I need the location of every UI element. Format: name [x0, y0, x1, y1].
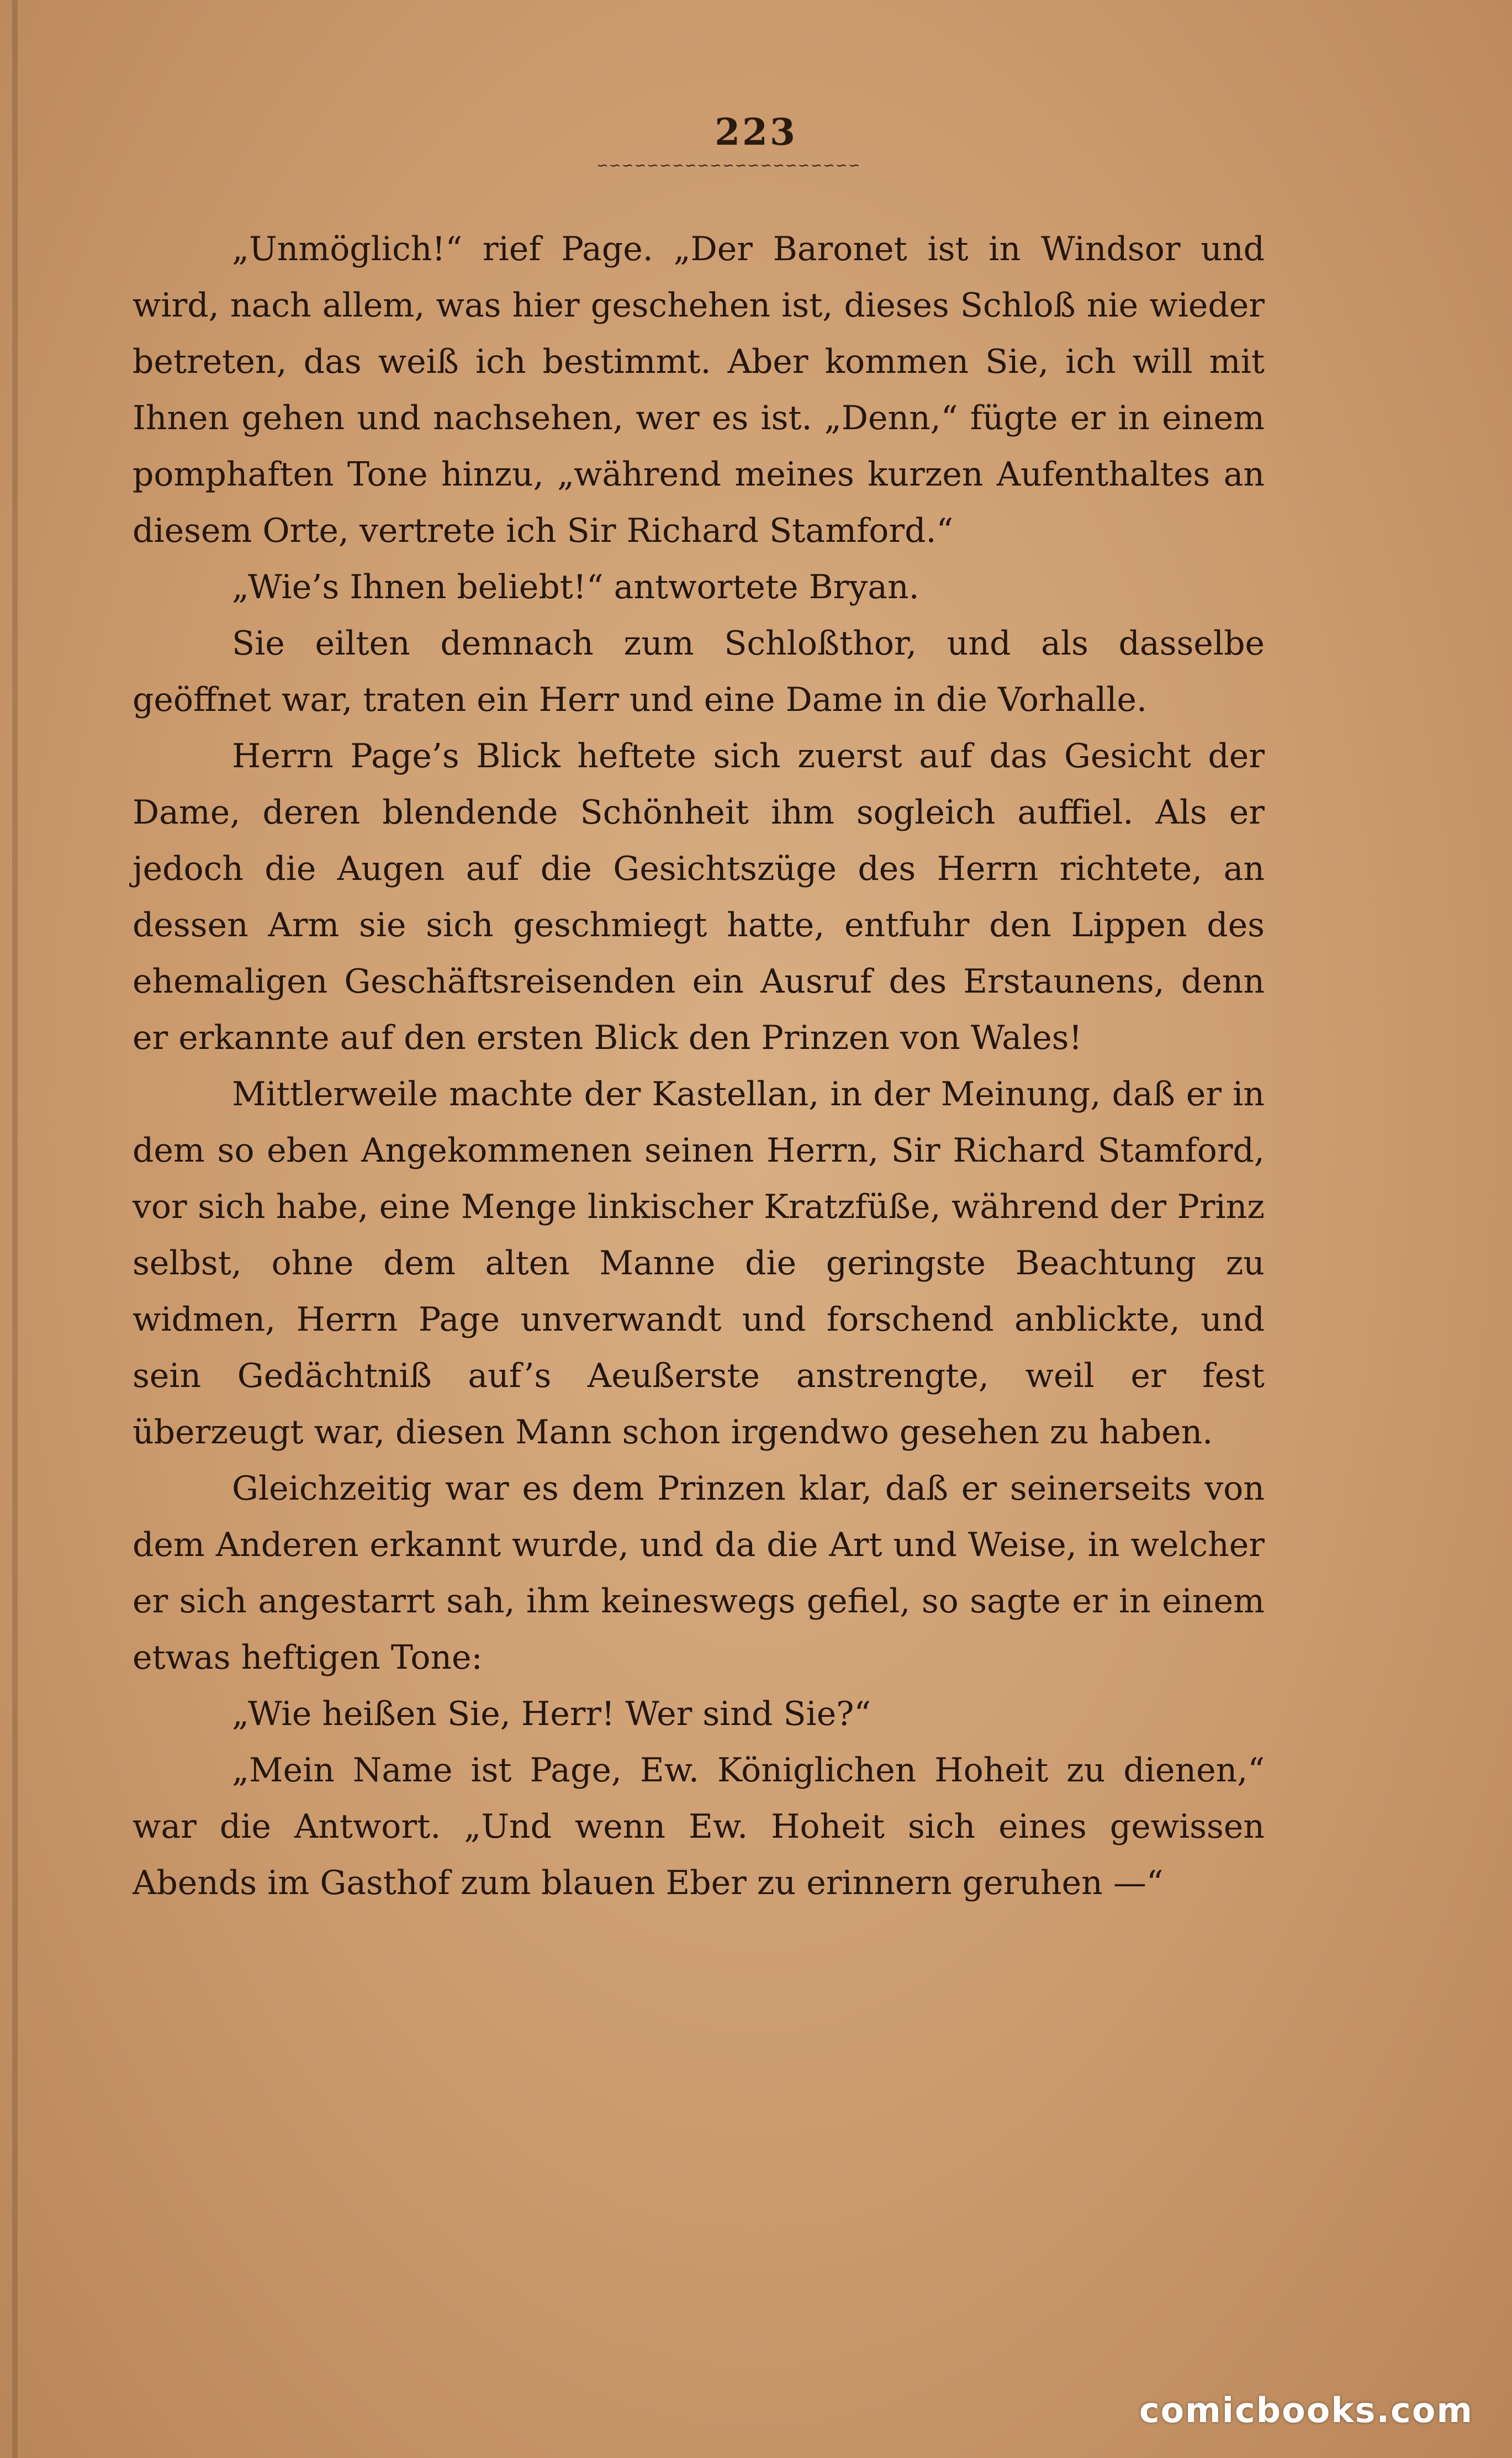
- body-text: [133, 221, 1265, 1911]
- paragraph: „Wie heißen Sie, Herr! Wer sind Sie?“: [232, 1695, 871, 1733]
- paragraph: Mittlerweile machte der Kastellan, in der Meinung, daß er in dem so eben Angekommenen seinen Herrn, Sir Richard Stamford, vor sich habe, eine Menge linkischer Kratzfüße, während der Prinz selbst, ohne dem alten Manne die geringste Beachtung zu widmen, Herrn Page unverwandt und forschend anblickte, und sein Gedächtniß auf’s Aeußerste anstrengte, weil er fest überzeugt war, diesen Mann schon irgendwo gesehen zu haben.: [133, 1075, 1265, 1452]
- paragraph: Sie eilten demnach zum Schloßthor, und als dasselbe geöffnet war, traten ein Herr und eine Dame in die Vorhalle.: [133, 624, 1265, 719]
- page-number: 223: [715, 110, 797, 154]
- paragraph: „Mein Name ist Page, Ew. Königlichen Hoheit zu dienen,“ war die Antwort. „Und wenn Ew. Hoheit sich eines gewissen Abends im Gasthof zum blauen Eber zu erinnern geruhen —“: [133, 1751, 1265, 1902]
- paragraph: „Unmöglich!“ rief Page. „Der Baronet ist in Windsor und wird, nach allem, was hier geschehen ist, dieses Schloß nie wieder betreten, das weiß ich bestimmt. Aber kommen Sie, ich will mit Ihnen gehen und nachsehen, wer es ist. „Denn,“ fügte er in einem pomphaften Tone hinzu, „während meines kurzen Aufenthaltes an diesem Orte, vertrete ich Sir Richard Stamford.“: [133, 230, 1265, 550]
- header-ornament: ∽∽∽∽∽∽∽∽∽∽∽∽∽∽∽∽∽∽∽∽∽: [596, 157, 861, 174]
- paragraph: Herrn Page’s Blick heftete sich zuerst auf das Gesicht der Dame, deren blendende Schönheit ihm sogleich auffiel. Als er jedoch die Augen auf die Gesichtszüge des Herrn richtete, an dessen Arm sie sich geschmiegt hatte, entfuhr den Lippen des ehemaligen Geschäftsreisenden ein Ausruf des Erstaunens, denn er erkannte auf den ersten Blick den Prinzen von Wales!: [133, 737, 1265, 1057]
- paragraph: „Wie’s Ihnen beliebt!“ antwortete Bryan.: [232, 568, 919, 606]
- paragraph: Gleichzeitig war es dem Prinzen klar, daß er seinerseits von dem Anderen erkannt wurde, und da die Art und Weise, in welcher er sich angestarrt sah, ihm keineswegs gefiel, so sagte er in einem etwas heftigen Tone:: [133, 1469, 1265, 1677]
- watermark-text: comicbooks.com: [1139, 2390, 1473, 2430]
